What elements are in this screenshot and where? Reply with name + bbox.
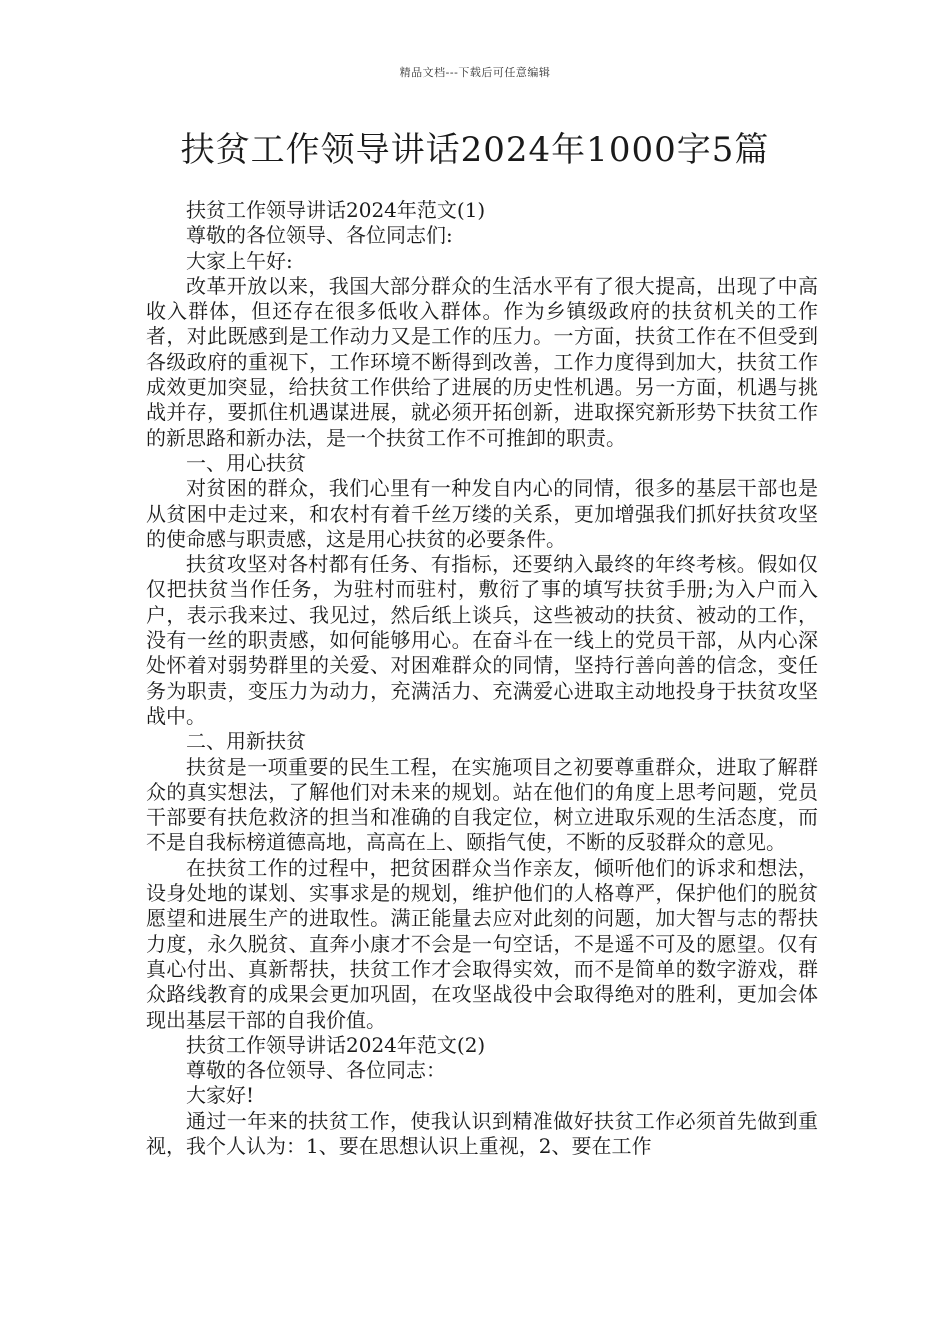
body-paragraph: 扶贫工作领导讲话2024年范文(2): [186, 1032, 486, 1057]
document-title: 扶贫工作领导讲话2024年1000字5篇: [180, 130, 770, 170]
body-paragraph: 对贫困的群众，我们心里有一种发自内心的同情，很多的基层干部也是从贫困中走过来，和农村有着千丝万缕的关系，更加增强我们抓好扶贫攻坚的使命感与职责感，这是用心扶贫的必要条件。: [146, 476, 818, 551]
body-paragraph: 扶贫攻坚对各村都有任务、有指标，还要纳入最终的年终考核。假如仅仅把扶贫当作任务，为驻村而驻村，敷衍了事的填写扶贫手册;为入户而入户，表示我来过、我见过，然后纸上谈兵，这些被动的扶贫、被动的工作，没有一丝的职责感，如何能够用心。在奋斗在一线上的党员干部，从内心深处怀着对弱势群里的关爱、对困难群众的同情，坚持行善向善的信念，变任务为职责，变压力为动力，充满活力、充满爱心进取主动地投身于扶贫攻坚战中。: [146, 552, 818, 728]
body-paragraph: 二、用新扶贫: [186, 729, 306, 754]
body-paragraph: 扶贫是一项重要的民生工程，在实施项目之初要尊重群众，进取了解群众的真实想法，了解他们对未来的规划。站在他们的角度上思考问题，党员干部要有扶危救济的担当和准确的自我定位，树立进取乐观的生活态度，而不是自我标榜道德高地，高高在上、颐指气使，不断的反驳群众的意见。: [146, 754, 818, 855]
body-paragraph: 改革开放以来，我国大部分群众的生活水平有了很大提高，出现了中高收入群体，但还存在很多低收入群体。作为乡镇级政府的扶贫机关的工作者，对此既感到是工作动力又是工作的压力。一方面，扶贫工作在不但受到各级政府的重视下，工作环境不断得到改善，工作力度得到加大，扶贫工作成效更加突显，给扶贫工作供给了进展的历史性机遇。另一方面，机遇与挑战并存，要抓住机遇谋进展，就必须开拓创新，进取探究新形势下扶贫工作的新思路和新办法，是一个扶贫工作不可推卸的职责。: [146, 273, 818, 450]
body-paragraph: 大家好!: [186, 1083, 255, 1108]
body-paragraph: 扶贫工作领导讲话2024年范文(1): [186, 198, 486, 222]
body-paragraph: 大家上午好:: [186, 248, 293, 273]
body-paragraph: 通过一年来的扶贫工作，使我认识到精准做好扶贫工作必须首先做到重视，我个人认为：1、要在思想认识上重视，2、要在工作: [146, 1108, 818, 1158]
body-paragraph: 在扶贫工作的过程中，把贫困群众当作亲友，倾听他们的诉求和想法，设身处地的谋划、实事求是的规划，维护他们的人格尊严，保护他们的脱贫愿望和进展生产的进取性。满正能量去应对此刻的问题，加大智与志的帮扶力度，永久脱贫、直奔小康才不会是一句空话，不是遥不可及的愿望。仅有真心付出、真新帮扶，扶贫工作才会取得实效，而不是简单的数字游戏，群众路线教育的成果会更加巩固，在攻坚战役中会取得绝对的胜利，更加会体现出基层干部的自我价值。: [146, 855, 818, 1032]
document-body: [146, 198, 818, 1159]
body-paragraph: 尊敬的各位领导、各位同志：: [186, 1058, 446, 1083]
body-paragraph: 尊敬的各位领导、各位同志们:: [186, 223, 453, 248]
header-note: 精品文档---下载后可任意编辑: [399, 66, 551, 79]
body-paragraph: 一、用心扶贫: [186, 450, 306, 475]
